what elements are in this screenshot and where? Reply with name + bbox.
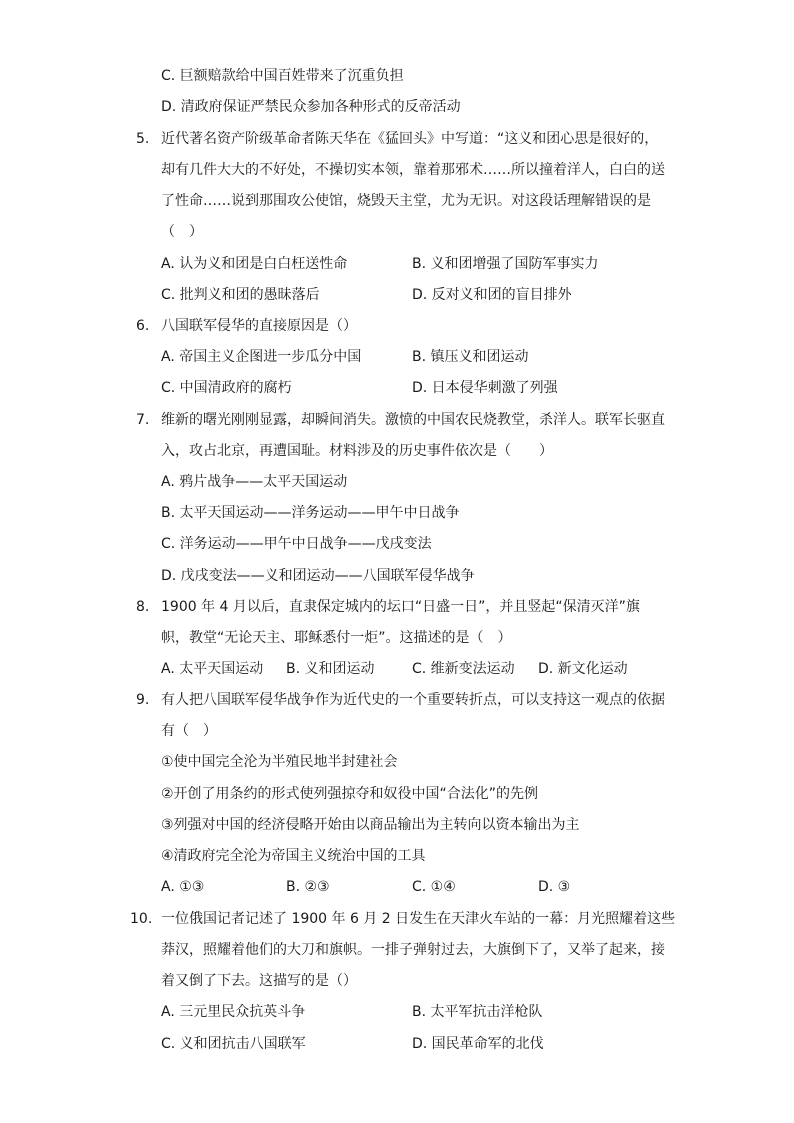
q8-option-c: C. 维新变法运动 — [412, 661, 515, 677]
q5-option-a: A. 认为义和团是白白枉送性命 — [161, 256, 348, 272]
q10-option-c: C. 义和团抗击八国联军 — [161, 1036, 306, 1052]
q9-stem-line-2: 有（ ） — [161, 723, 217, 739]
q6-option-d: D. 日本侵华刺激了列强 — [412, 380, 558, 396]
q8-number: 8. — [136, 599, 150, 615]
q8-option-b: B. 义和团运动 — [286, 661, 375, 677]
q10-number: 10. — [130, 911, 153, 927]
q7-option-d: D. 戊戌变法——义和团运动——八国联军侵华战争 — [161, 568, 475, 584]
q9-number: 9. — [136, 692, 150, 708]
q6-number: 6. — [136, 318, 150, 334]
q7-option-c: C. 洋务运动——甲午中日战争——戊戌变法 — [161, 536, 432, 552]
q9-option-d: D. ③ — [538, 879, 571, 895]
q8-stem-line-2: 帜，教堂“无论天主、耶稣悉付一炬”。这描述的是（ ） — [161, 630, 512, 646]
q7-option-a: A. 鸦片战争——太平天国运动 — [161, 474, 348, 490]
q5-option-c: C. 批判义和团的愚昧落后 — [161, 287, 320, 303]
q7-stem-line-2: 入，攻占北京，再遭国耻。材料涉及的历史事件依次是（ ） — [161, 443, 553, 459]
q9-option-c: C. ①④ — [412, 879, 456, 895]
q5-option-d: D. 反对义和团的盲目排外 — [412, 287, 572, 303]
q6-option-a: A. 帝国主义企图进一步瓜分中国 — [161, 349, 362, 365]
q10-option-d: D. 国民革命军的北伐 — [412, 1036, 544, 1052]
q9-option-a: A. ①③ — [161, 879, 205, 895]
q5-stem-line-4: （ ） — [161, 224, 203, 240]
q5-stem-line-3: 了性命……说到那围攻公使馆，烧毁天主堂，尤为无识。对这段话理解错误的是 — [161, 193, 651, 209]
q10-option-b: B. 太平军抗击洋枪队 — [412, 1004, 543, 1020]
q10-stem-line-1: 一位俄国记者记述了 1900 年 6 月 2 日发生在天津火车站的一幕：月光照耀着这些 — [161, 911, 676, 927]
q10-option-a: A. 三元里民众抗英斗争 — [161, 1004, 306, 1020]
q8-option-d: D. 新文化运动 — [538, 661, 628, 677]
q5-option-b: B. 义和团增强了国防军事实力 — [412, 256, 599, 272]
q9-option-b: B. ②③ — [286, 879, 330, 895]
q9-item-2: ②开创了用条约的形式使列强掠夺和奴役中国“合法化”的先例 — [161, 786, 539, 802]
q7-stem-line-1: 维新的曙光刚刚显露，却瞬间消失。激愤的中国农民烧教堂，杀洋人。联军长驱直 — [161, 412, 665, 428]
q10-stem-line-3: 着又倒了下去。这描写的是（） — [161, 973, 357, 989]
q10-stem-line-2: 莽汉，照耀着他们的大刀和旗帜。一排子弹射过去，大旗倒下了，又举了起来，接 — [161, 942, 665, 958]
q6-option-c: C. 中国清政府的腐朽 — [161, 380, 292, 396]
q9-item-1: ①使中国完全沦为半殖民地半封建社会 — [161, 754, 398, 770]
q5-number: 5. — [136, 131, 150, 147]
q8-stem-line-1: 1900 年 4 月以后，直隶保定城内的坛口“日盛一日”，并且竖起“保清灭洋”旗 — [161, 599, 640, 615]
q4-option-c: C. 巨额赔款给中国百姓带来了沉重负担 — [161, 68, 404, 84]
q5-stem-line-2: 却有几件大大的不好处，不操切实本领，靠着那邪术……所以撞着洋人，白白的送 — [161, 162, 665, 178]
q9-item-4: ④清政府完全沦为帝国主义统治中国的工具 — [161, 848, 426, 864]
q6-stem: 八国联军侵华的直接原因是（） — [161, 318, 357, 334]
q9-item-3: ③列强对中国的经济侵略开始由以商品输出为主转向以资本输出为主 — [161, 817, 580, 833]
q4-option-d: D. 清政府保证严禁民众参加各种形式的反帝活动 — [161, 99, 461, 115]
q5-stem-line-1: 近代著名资产阶级革命者陈天华在《猛回头》中写道：“这义和团心思是很好的， — [161, 131, 659, 147]
q7-option-b: B. 太平天国运动——洋务运动——甲午中日战争 — [161, 505, 460, 521]
q6-option-b: B. 镇压义和团运动 — [412, 349, 529, 365]
q9-stem-line-1: 有人把八国联军侵华战争作为近代史的一个重要转折点，可以支持这一观点的依据 — [161, 692, 665, 708]
q8-option-a: A. 太平天国运动 — [161, 661, 264, 677]
q7-number: 7. — [136, 412, 150, 428]
